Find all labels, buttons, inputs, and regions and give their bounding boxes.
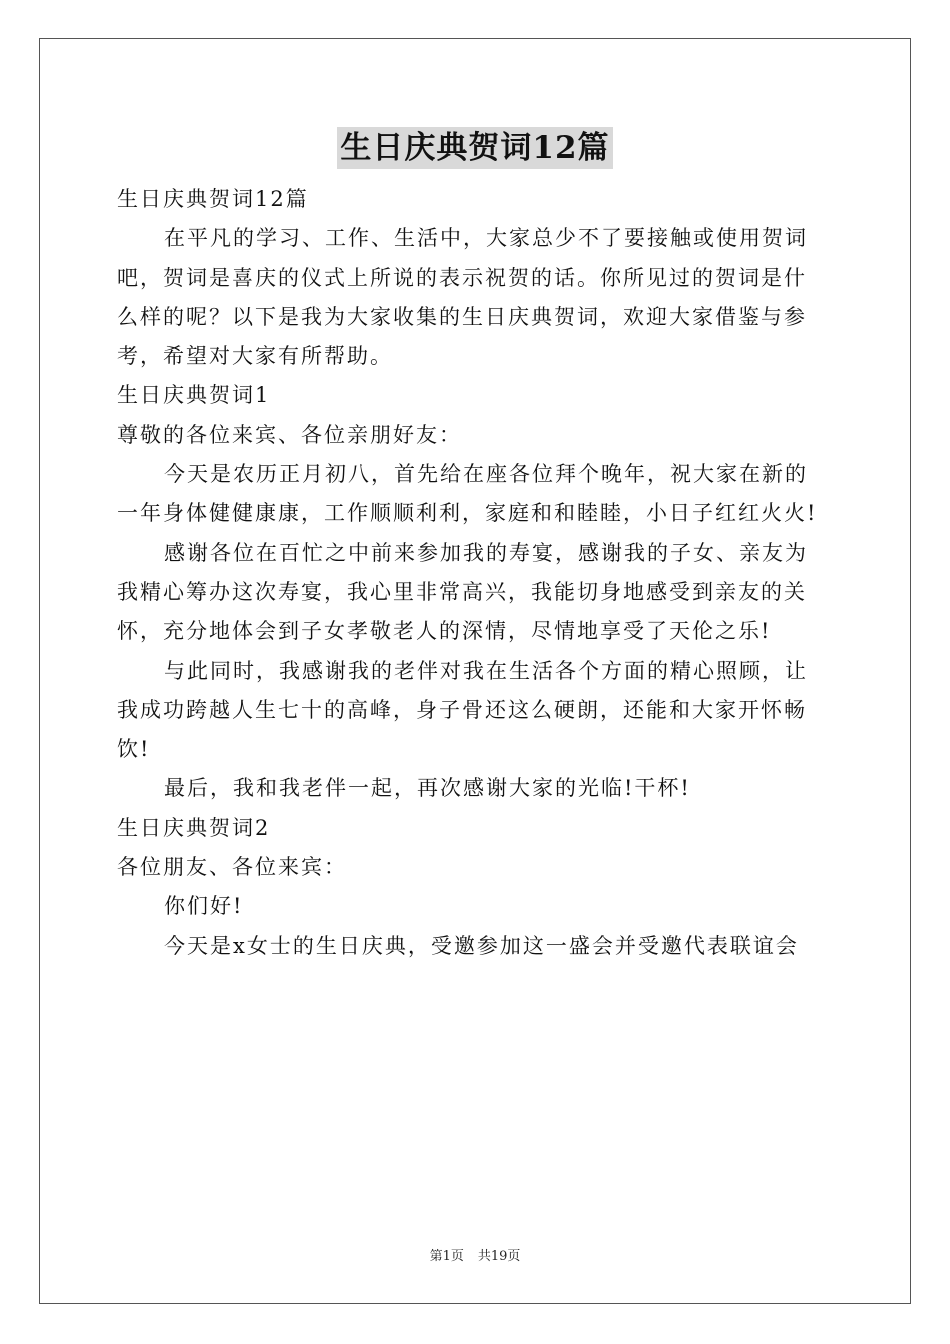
salutation-line: 各位朋友、各位来宾： — [117, 855, 347, 880]
intro-paragraph-line: 么样的呢？以下是我为大家收集的生日庆典贺词，欢迎大家借鉴与参 — [117, 304, 807, 329]
intro-paragraph-line: 考，希望对大家有所帮助。 — [117, 344, 393, 369]
paragraph-line: 怀，充分地体会到子女孝敬老人的深情，尽情地享受了天伦之乐! — [117, 619, 772, 644]
section-heading-1: 生日庆典贺词1 — [117, 383, 271, 408]
document-title: 生日庆典贺词12篇 — [337, 127, 612, 169]
paragraph-line: 与此同时，我感谢我的老伴对我在生活各个方面的精心照顾，让 — [164, 658, 808, 683]
paragraph-line: 最后，我和我老伴一起，再次感谢大家的光临!干杯! — [164, 776, 691, 801]
intro-paragraph-line: 吧，贺词是喜庆的仪式上所说的表示祝贺的话。你所见过的贺词是什 — [117, 265, 807, 290]
paragraph-line: 感谢各位在百忙之中前来参加我的寿宴，感谢我的子女、亲友为 — [164, 540, 808, 565]
salutation-line: 尊敬的各位来宾、各位亲朋好友： — [117, 422, 462, 447]
paragraph-line: 今天是x女士的生日庆典，受邀参加这一盛会并受邀代表联谊会 — [164, 933, 799, 958]
section-heading-2: 生日庆典贺词2 — [117, 815, 271, 840]
intro-paragraph-line: 在平凡的学习、工作、生活中，大家总少不了要接触或使用贺词 — [164, 226, 808, 251]
page-number: 第1页 — [429, 1249, 464, 1264]
paragraph-line: 一年身体健健康康，工作顺顺利利，家庭和和睦睦，小日子红红火火! — [117, 501, 818, 526]
page-total: 共19页 — [477, 1249, 521, 1264]
paragraph-line: 饮! — [117, 737, 151, 762]
greeting-line: 你们好! — [164, 894, 244, 919]
subtitle-line: 生日庆典贺词12篇 — [117, 187, 309, 211]
paragraph-line: 今天是农历正月初八，首先给在座各位拜个晚年，祝大家在新的 — [164, 462, 808, 487]
paragraph-line: 我精心筹办这次寿宴，我心里非常高兴，我能切身地感受到亲友的关 — [117, 579, 807, 604]
page-footer — [0, 1248, 950, 1266]
document-body — [117, 180, 833, 966]
title-area — [0, 127, 950, 169]
paragraph-line: 我成功跨越人生七十的高峰，身子骨还这么硬朗，还能和大家开怀畅 — [117, 697, 807, 722]
